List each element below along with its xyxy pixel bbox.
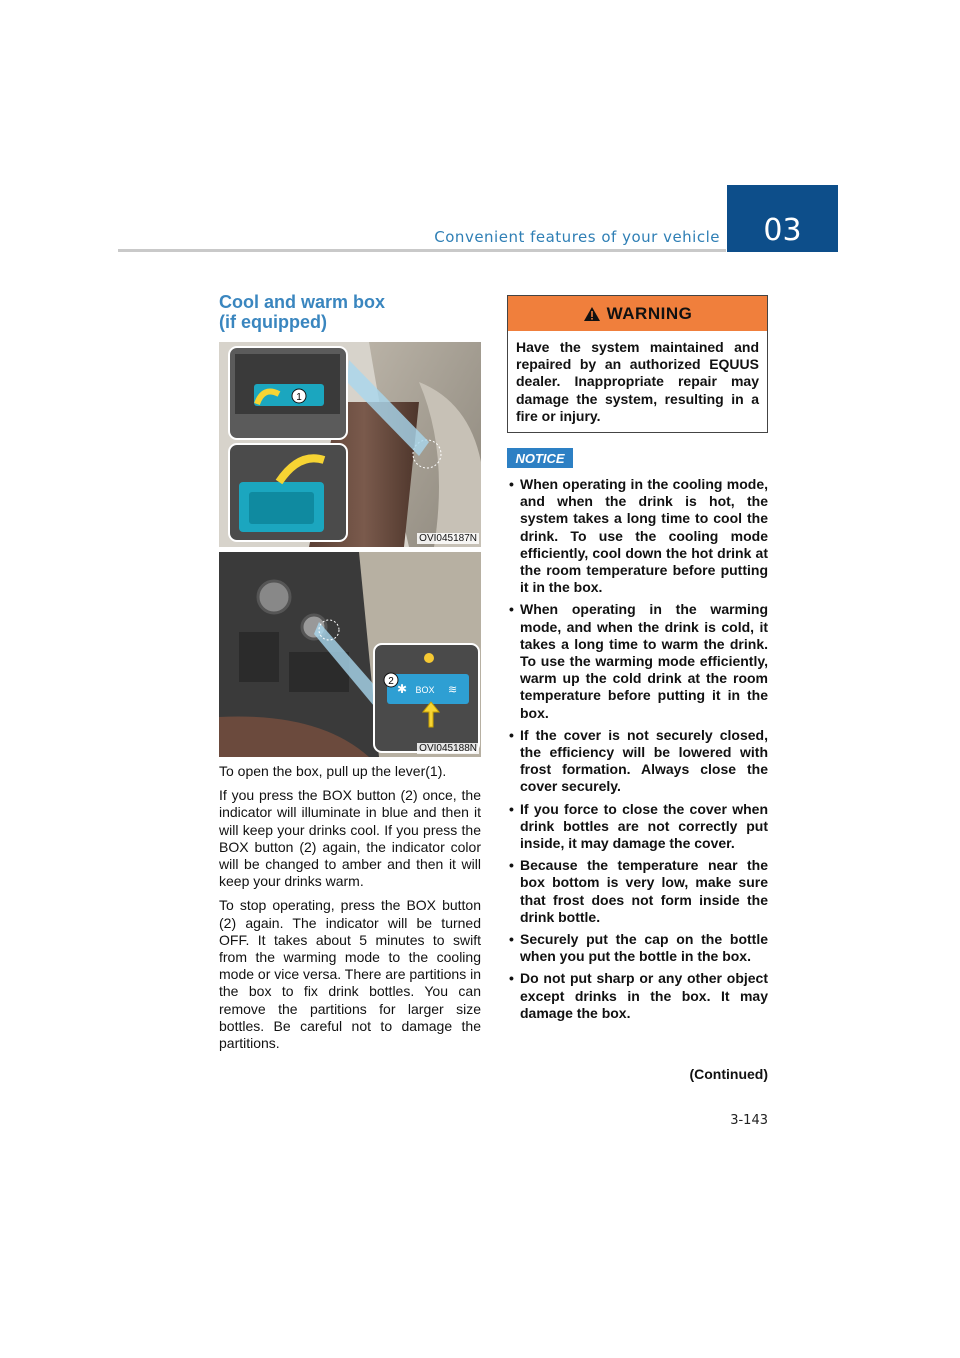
body-paragraph: To open the box, pull up the lever(1). <box>219 763 447 779</box>
body-paragraph: To stop operating, press the BOX button (2) again. The indicator will be turned OFF. It takes about 5 minutes to swift from the warming mode to the cooling mode or vice versa. There are partitions in the box to fix drink bottles. You can remove the partitions for larger size bottles. Be careful not to damage the partitions. <box>219 897 481 1052</box>
notice-item: • Because the temperature near the box bottom is very low, make sure that frost does not form inside the drink bottle. <box>507 857 768 926</box>
notice-item: • If the cover is not securely closed, the efficiency will be lowered with frost formation. Always close the cover securely. <box>507 727 768 796</box>
running-header: Convenient features of your vehicle <box>434 228 720 246</box>
chapter-tab <box>727 185 838 252</box>
notice-item: • Do not put sharp or any other object except drinks in the box. It may damage the box. <box>507 970 768 1022</box>
figure-code: OVI045188N <box>419 743 477 754</box>
snowflake-icon: ✱ <box>397 682 408 696</box>
box-lever-illustration <box>219 342 481 547</box>
notice-list <box>507 476 768 1027</box>
figure-code: OVI045187N <box>419 533 477 544</box>
warning-label: WARNING <box>606 303 693 323</box>
notice-item: • When operating in the warming mode, and when the drink is cold, it takes a long time to warm the drink. To use the warming mode efficiently, warm up the cold drink at the room temperature before putting it in the box. <box>507 601 768 721</box>
continued-label: (Continued) <box>689 1066 768 1082</box>
warning-box <box>507 295 768 433</box>
notice-item: • Securely put the cap on the bottle when you put the bottle in the box. <box>507 931 768 965</box>
notice-item: • When operating in the cooling mode, and when the drink is hot, the system takes a long time to cool the drink. To use the cooling mode efficiently, cool down the hot drink at the room temperature before putting it in the box. <box>507 476 768 596</box>
section-title: Cool and warm box (if equipped) <box>219 292 386 332</box>
figure-box-lever <box>219 342 481 547</box>
warning-header <box>508 296 767 331</box>
figure-box-button <box>219 552 481 757</box>
box-button-label: BOX <box>415 685 435 695</box>
chapter-number: 03 <box>763 213 802 248</box>
figure-callout-1: 1 <box>296 392 302 403</box>
figure-callout-2: 2 <box>388 676 394 687</box>
notice-badge: NOTICE <box>507 448 573 468</box>
page-number: 3-143 <box>730 1113 768 1128</box>
body-paragraph: If you press the BOX button (2) once, the indicator will illuminate in blue and then it will keep your drinks cool. If you press the BOX button (2) again, the indicator color will be changed to amber and then it will keep your drinks warm. <box>219 787 481 890</box>
body-text <box>219 763 481 1059</box>
header-divider <box>118 249 726 252</box>
notice-item: • If you force to close the cover when drink bottles are not correctly put inside, it may damage the cover. <box>507 801 768 853</box>
heat-icon: ≋ <box>448 683 458 696</box>
warning-triangle-icon <box>583 306 601 322</box>
warning-text: Have the system maintained and repaired by an authorized EQUUS dealer. Inappropriate repair may damage the system, resulting in a fire or injury. <box>516 339 759 424</box>
box-button-illustration <box>219 552 481 757</box>
